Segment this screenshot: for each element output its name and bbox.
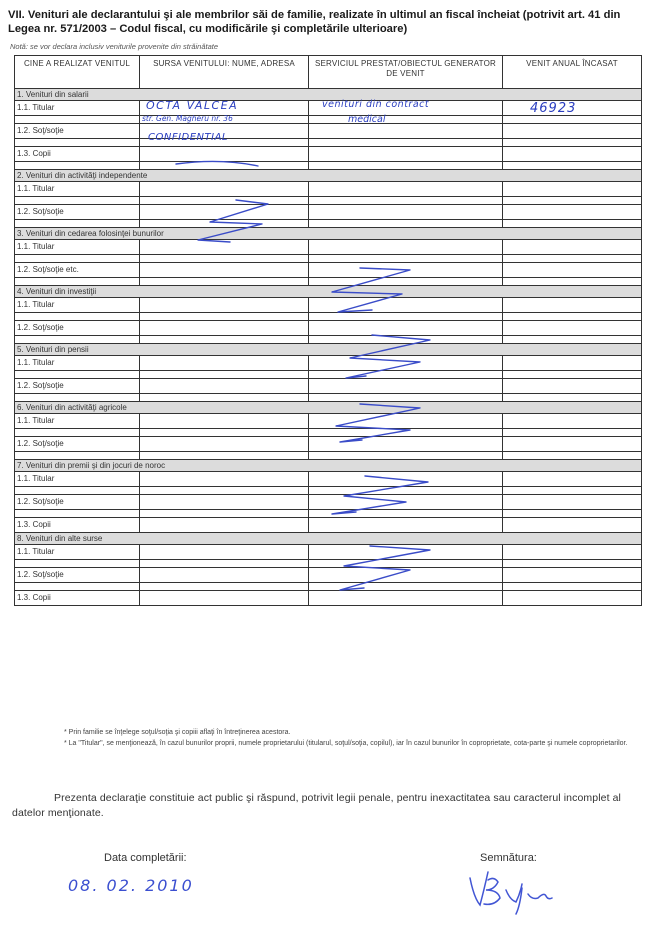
signature-label: Semnătura: [480, 852, 537, 864]
section-row: 4. Venituri din investiţii [15, 286, 642, 298]
table-row: 1.2. Soţ/soţie [15, 205, 642, 220]
declaration-statement: Prezenta declaraţie constituie act public şi răspund, potrivit legii penale, pentru inexactitatea sau caracterul incomplet al datelor menţionate. [12, 792, 621, 819]
table-row: 1.1. Titular [15, 182, 642, 197]
table-row: 1.1. Titular [15, 101, 642, 116]
section-row: 7. Venituri din premii şi din jocuri de noroc [15, 460, 642, 472]
table-row: 1.3. Copii [15, 147, 642, 162]
handwritten-date: 08. 02. 2010 [68, 876, 194, 895]
footnote-family: * Prin familie se înţelege soţul/soţia şi copiii aflaţi în întreţinerea acestora. [64, 729, 291, 736]
table-row: 1.2. Soţ/soţie [15, 495, 642, 510]
table-row: 1.1. Titular [15, 472, 642, 487]
header-who: CINE A REALIZAT VENITUL [15, 56, 140, 89]
handwritten-spouse-source: CONFIDENTIAL [148, 132, 229, 143]
table-row: 1.1. Titular [15, 298, 642, 313]
table-row: 1.2. Soţ/soţie etc. [15, 263, 642, 278]
date-label: Data completării: [104, 852, 187, 864]
header-amount: VENIT ANUAL ÎNCASAT [503, 56, 642, 89]
handwritten-source-line1: OCTA VALCEA [146, 99, 239, 112]
section-row: 2. Venituri din activităţi independente [15, 170, 642, 182]
handwritten-service-line1: venituri din contract [322, 99, 430, 110]
table-row: 1.2. Soţ/soţie [15, 379, 642, 394]
table-row: 1.2. Soţ/soţie [15, 321, 642, 336]
table-row: 1.1. Titular [15, 545, 642, 560]
table-row: 1.1. Titular [15, 356, 642, 371]
header-source: SURSA VENITULUI: NUME, ADRESA [140, 56, 309, 89]
section-row: 6. Venituri din activităţi agricole [15, 402, 642, 414]
handwritten-source-line2: str. Gen. Magheru nr. 36 [142, 114, 233, 123]
section-row: 8. Venituri din alte surse [15, 533, 642, 545]
table-row: 1.1. Titular [15, 240, 642, 255]
footnote-titular: * La "Titular", se menţionează, în cazul bunurilor proprii, numele proprietarului (titularul, soţul/soţia, copilul), iar în cazul bunurilor în coproprietate, cota-parte şi numele coproprietarilor. [64, 740, 628, 747]
foreign-income-note: Notă: se vor declara inclusiv veniturile provenite din străinătate [10, 42, 219, 51]
handwritten-service-line2: medical [348, 114, 386, 125]
section-row: 3. Venituri din cedarea folosinţei bunurilor [15, 228, 642, 240]
table-row: 1.3. Copii [15, 518, 642, 533]
section-title: VII. Venituri ale declarantului şi ale membrilor săi de familie, realizate în ultimul an fiscal încheiat (potrivit art. 41 din Legea nr. 571/2003 – Codul fiscal, cu modificările şi completările ulterioare) [8, 9, 621, 35]
header-service: SERVICIUL PRESTAT/OBIECTUL GENERATOR DE VENIT [309, 56, 503, 89]
table-row: 1.3. Copii [15, 591, 642, 606]
table-row: 1.1. Titular [15, 414, 642, 429]
handwritten-amount: 46923 [530, 101, 577, 116]
table-row: 1.2. Soţ/soţie [15, 124, 642, 139]
section-row: 1. Venituri din salarii [15, 89, 642, 101]
section-row: 5. Venituri din pensii [15, 344, 642, 356]
table-row: 1.2. Soţ/soţie [15, 568, 642, 583]
table-row: 1.2. Soţ/soţie [15, 437, 642, 452]
